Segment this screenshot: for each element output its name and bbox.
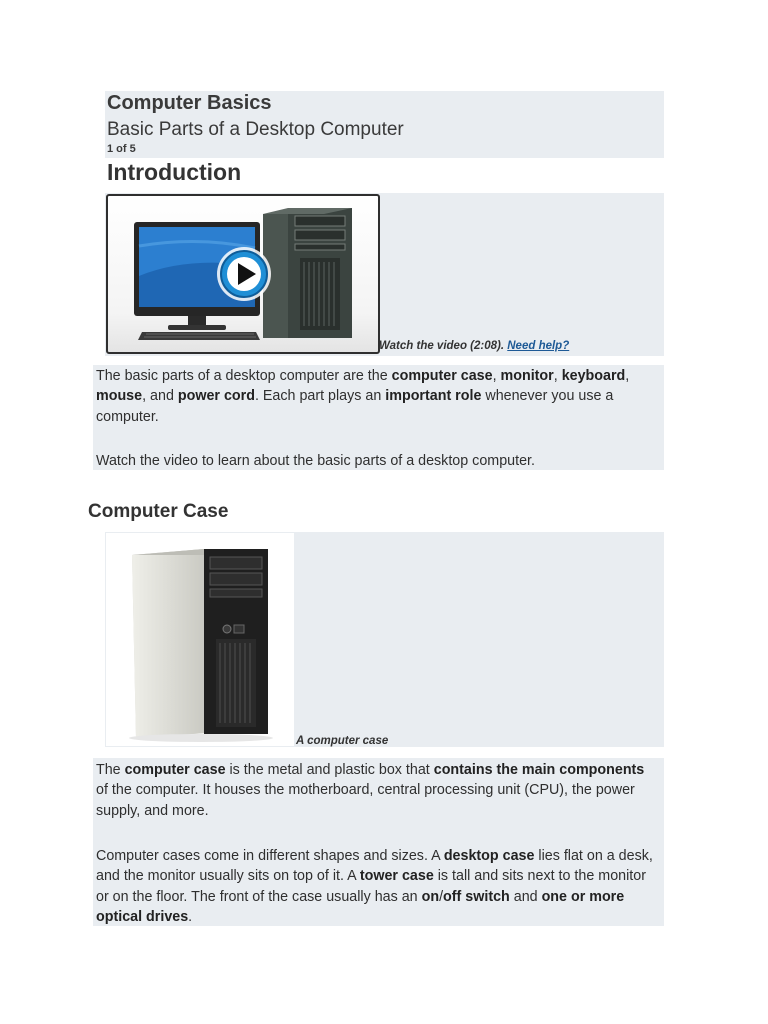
text-run: , [492, 368, 501, 384]
play-icon[interactable] [217, 247, 271, 301]
text-run: , [553, 368, 562, 384]
course-title: Computer Basics [107, 92, 272, 114]
emphasized-term: tower case [359, 868, 434, 885]
video-caption [379, 340, 569, 352]
section-heading-introduction: Introduction [107, 159, 242, 185]
intro-paragraph-1 [96, 366, 658, 427]
emphasized-term: contains the main components [433, 762, 645, 778]
emphasized-term: keyboard [561, 368, 626, 384]
emphasized-term: important role [385, 388, 482, 405]
video-caption-text: Watch the video (2:08). [379, 340, 505, 352]
text-run: is tall and sits next to the monitor or on the floor. The front of the case usually has an [96, 868, 646, 905]
text-run: The basic parts of a desktop computer are the [96, 368, 392, 384]
emphasized-term: desktop case [443, 848, 535, 864]
emphasized-term: computer case [124, 762, 226, 778]
text-run: The [96, 762, 125, 778]
need-help-link[interactable]: Need help? [507, 340, 570, 352]
computer-illustration [108, 196, 378, 352]
section-heading-computer-case: Computer Case [88, 501, 229, 522]
emphasized-term: power cord [177, 388, 255, 405]
lesson-title: Basic Parts of a Desktop Computer [107, 119, 404, 140]
emphasized-term: on [421, 888, 440, 905]
emphasized-term: monitor [500, 368, 554, 384]
text-run: lies flat on a desk, and the monitor usually sits on top of it. A [96, 848, 653, 885]
text-run: Computer cases come in different shapes and sizes. A [96, 848, 444, 864]
tower-case-illustration [106, 533, 294, 746]
text-run: is the metal and plastic box that [225, 762, 434, 778]
text-run: . Each part plays an [254, 388, 386, 405]
page-counter: 1 of 5 [107, 143, 136, 155]
case-paragraph-2 [96, 846, 658, 927]
video-player[interactable] [106, 194, 380, 354]
text-run: / [439, 888, 444, 905]
text-run: . [188, 908, 193, 925]
case-paragraph-1 [96, 760, 658, 821]
text-run: whenever you use a computer. [96, 388, 614, 425]
emphasized-term: off switch [443, 888, 510, 905]
computer-case-image [106, 533, 294, 746]
text-run: and [509, 888, 542, 905]
emphasized-term: mouse [96, 388, 143, 405]
emphasized-term: one or more optical drives [96, 888, 625, 925]
text-run: , [625, 368, 630, 384]
intro-paragraph-2: Watch the video to learn about the basic parts of a desktop computer. [96, 453, 535, 469]
case-image-caption: A computer case [296, 735, 389, 747]
text-run: , and [142, 388, 178, 405]
text-run: of the computer. It houses the motherboard, central processing unit (CPU), the power supply, and more. [96, 782, 635, 819]
emphasized-term: computer case [391, 368, 493, 384]
